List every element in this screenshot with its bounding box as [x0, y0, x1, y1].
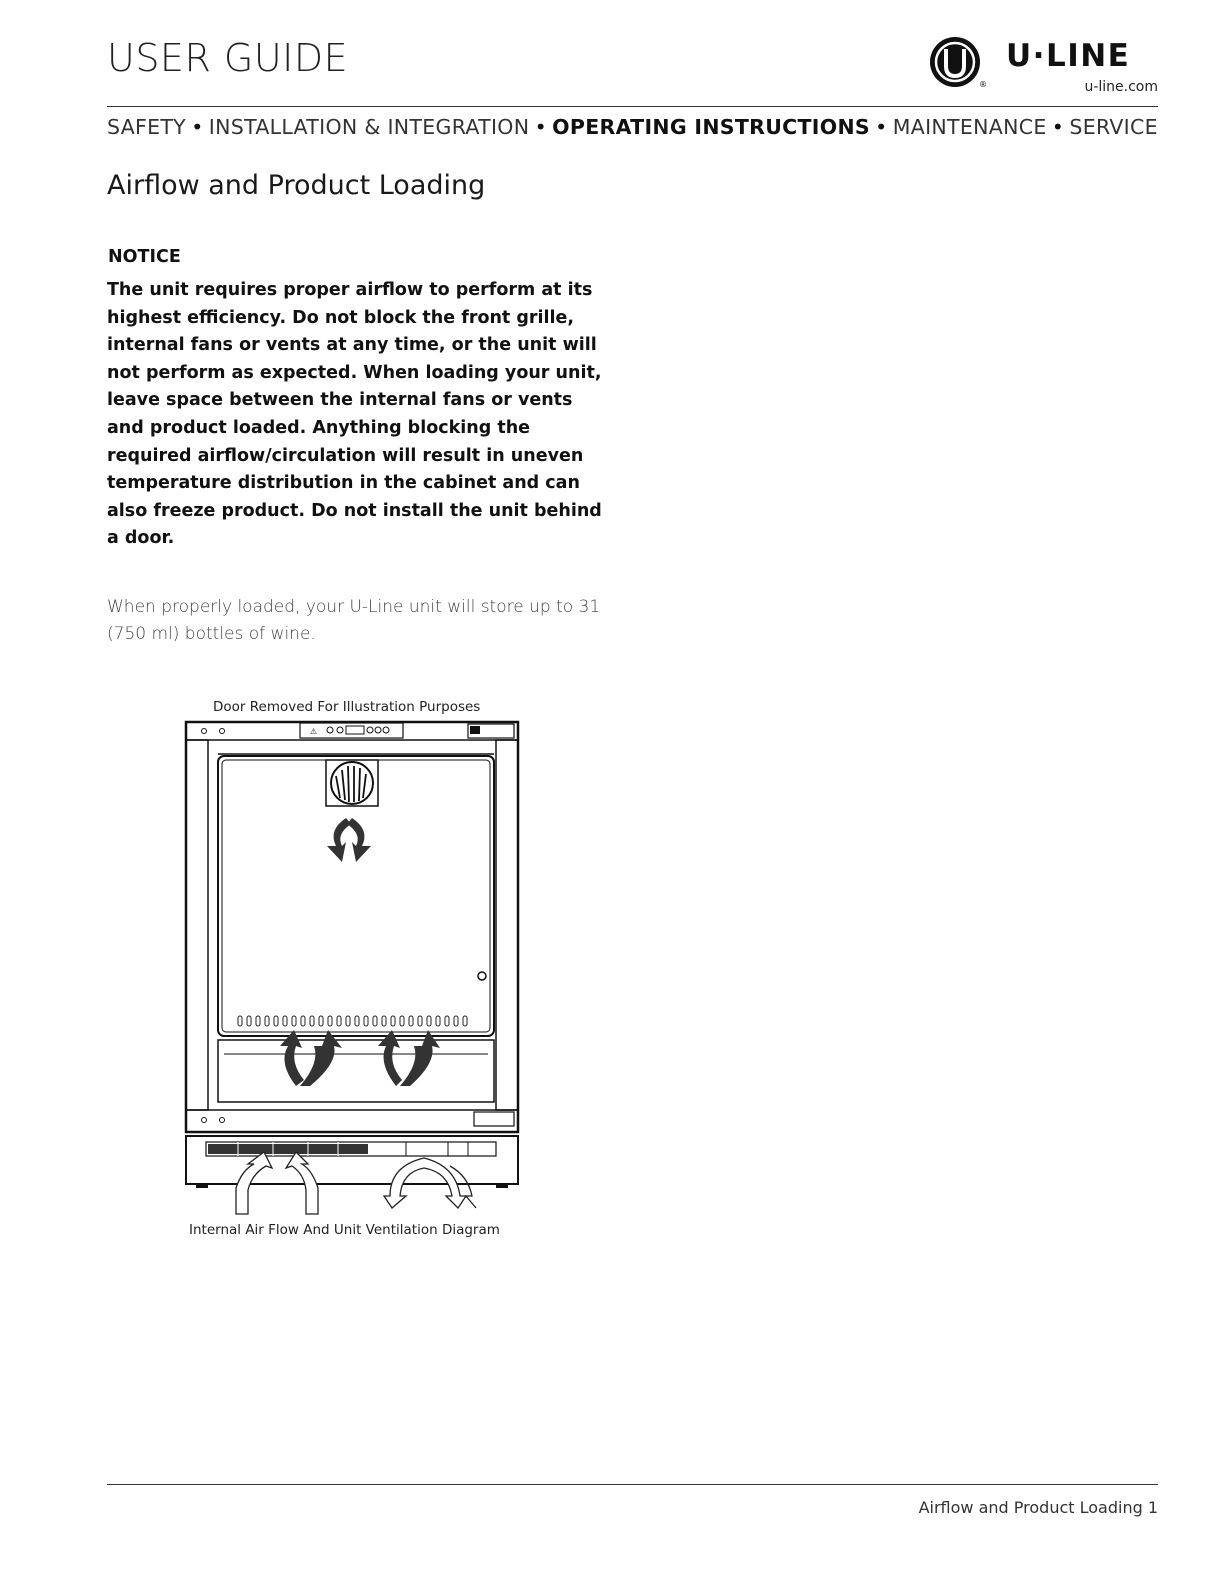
svg-text:⚠: ⚠ [310, 727, 318, 736]
notice-body: The unit requires proper airflow to perform at its highest efficiency. Do not block the front grille, internal fans or vents at any time, or the unit will not perform as expected. When loading your unit, leave space between the internal fans or vents and product loaded. Anything blocking the required airflow/circulation will result in uneven temperature distribution in the cabinet and can also freeze product. Do not install the unit behind a door. [107, 280, 602, 549]
brand-url: u-line.com [1084, 79, 1158, 95]
footer-page-label: Airflow and Product Loading 1 [918, 1498, 1158, 1517]
capacity-text: When properly loaded, your U-Line unit will store up to 31 (750 ml) bottles of wine. [107, 597, 601, 644]
section-title: Airflow and Product Loading [107, 170, 486, 201]
nav-separator: • [875, 115, 888, 139]
figure-caption-bottom: Internal Air Flow And Unit Ventilation Diagram [189, 1222, 500, 1238]
section-nav [107, 115, 1158, 139]
airflow-diagram [178, 718, 528, 1218]
header-rule [107, 106, 1158, 107]
nav-separator: • [534, 115, 547, 139]
svg-text:®: ® [979, 80, 987, 89]
nav-separator: • [1051, 115, 1065, 139]
nav-separator: • [191, 115, 204, 139]
nav-item-operating-instructions: OPERATING INSTRUCTIONS [552, 115, 870, 139]
footer-rule [107, 1484, 1158, 1485]
brand-wordmark: U·LINE [1006, 38, 1131, 74]
document-title: USER GUIDE [107, 36, 349, 80]
nav-item-maintenance: MAINTENANCE [892, 115, 1047, 139]
nav-item-service: SERVICE [1069, 115, 1158, 139]
nav-item-safety: SAFETY [107, 115, 187, 139]
figure-caption-top: Door Removed For Illustration Purposes [213, 699, 481, 715]
notice-heading: NOTICE [108, 247, 181, 267]
nav-item-installation: INSTALLATION & INTEGRATION [208, 115, 530, 139]
